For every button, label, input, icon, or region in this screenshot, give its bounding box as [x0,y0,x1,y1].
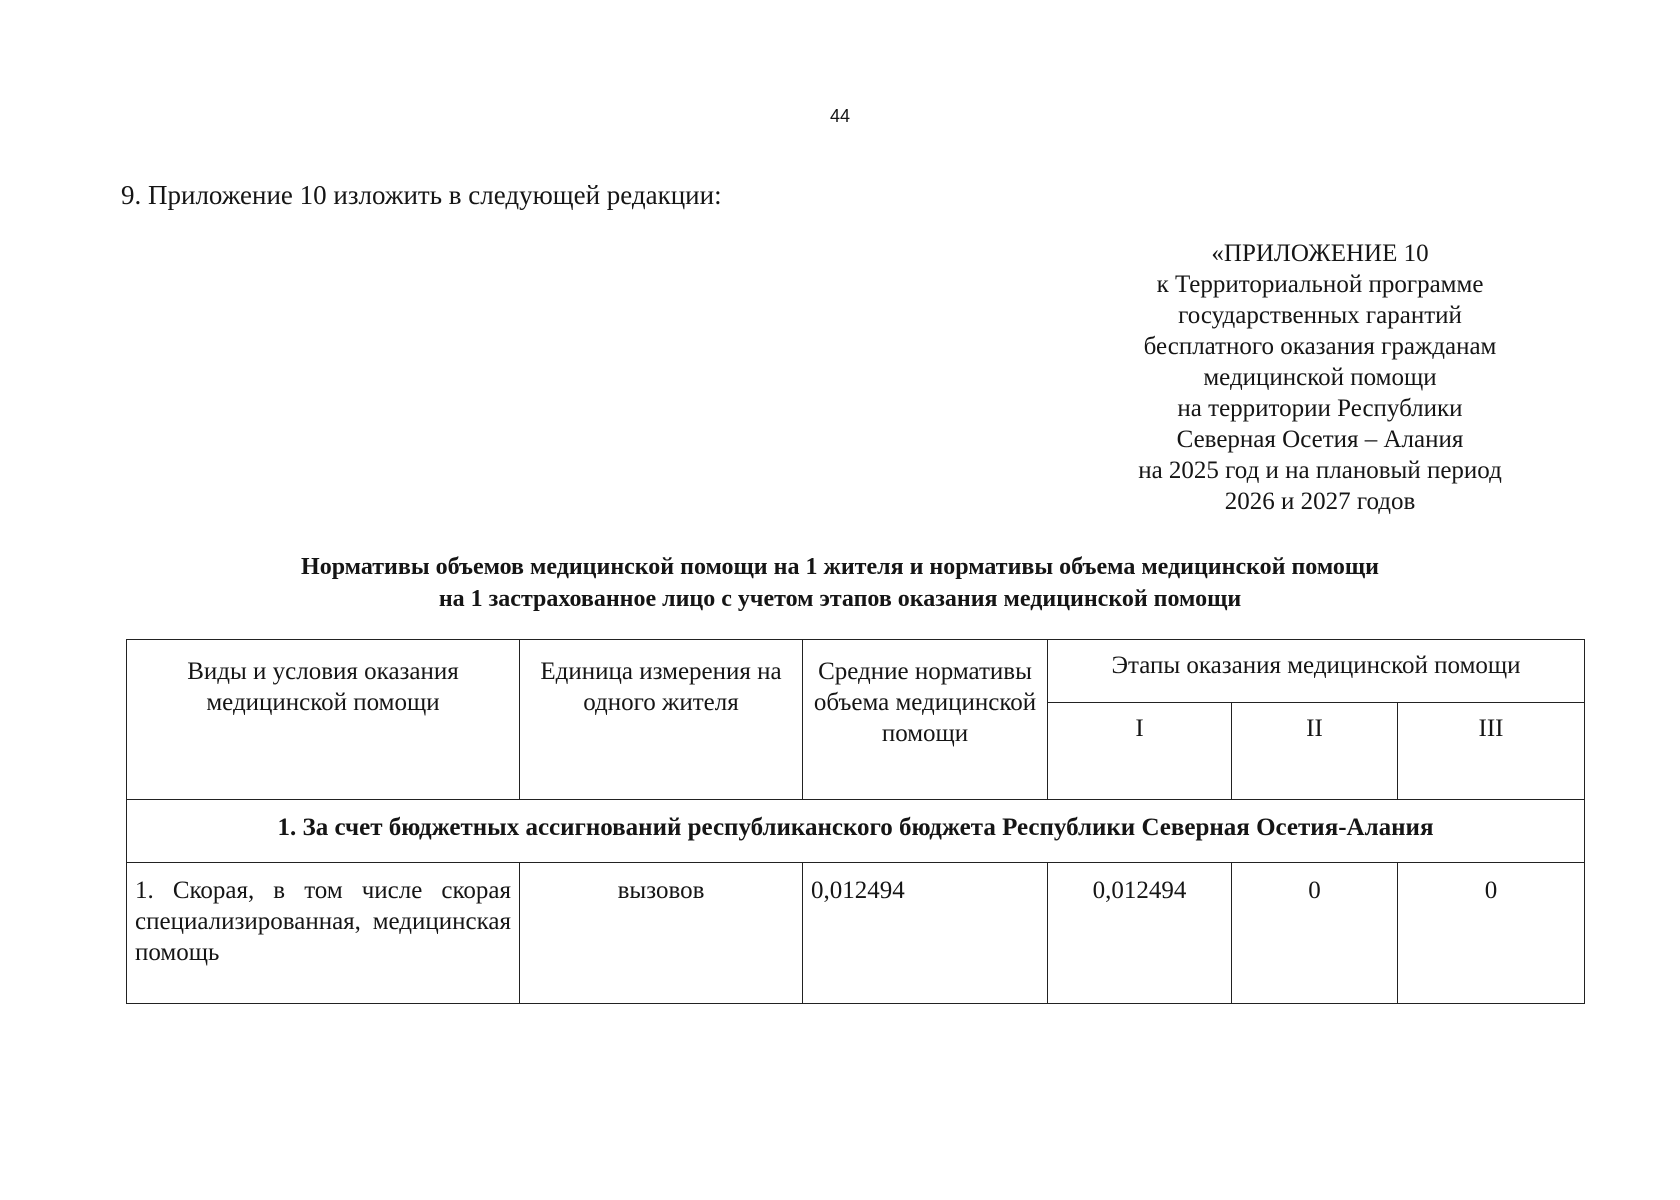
cell-stage-3: 0 [1398,863,1585,1004]
cell-stage-1: 0,012494 [1048,863,1232,1004]
header-stage-1: I [1048,703,1232,800]
header-norm: Средние нормативы объема медицинской помощи [803,640,1048,800]
appendix-line: государственных гарантий [1178,302,1462,329]
document-title [0,551,1680,615]
title-line-1: Нормативы объемов медицинской помощи на 1 жителя и нормативы объема медицинской помощи [301,554,1379,580]
header-stages: Этапы оказания медицинской помощи [1048,640,1585,703]
header-stage-2: II [1232,703,1398,800]
page-number: 44 [829,106,851,126]
appendix-line: «ПРИЛОЖЕНИЕ 10 [1211,240,1429,267]
instruction-text: 9. Приложение 10 изложить в следующей редакции: [121,180,722,210]
appendix-line: медицинской помощи [1203,364,1437,391]
appendix-line: на 2025 год и на плановый период [1138,457,1502,484]
section-heading: 1. За счет бюджетных ассигнований республиканского бюджета Республики Северная Осетия-Алания [127,800,1585,863]
cell-unit: вызовов [520,863,803,1004]
cell-stage-2: 0 [1232,863,1398,1004]
appendix-line: бесплатного оказания гражданам [1143,333,1497,360]
appendix-header [1100,238,1540,517]
appendix-line: 2026 и 2027 годов [1224,488,1416,515]
appendix-line: Северная Осетия – Алания [1176,426,1464,453]
header-kind: Виды и условия оказания медицинской помощи [127,640,520,800]
norms-table [126,639,1585,1004]
appendix-line: на территории Республики [1177,395,1463,422]
header-stage-3: III [1398,703,1585,800]
table-row [127,863,1585,1004]
cell-kind: 1. Скорая, в том числе скорая специализированная, медицинская помощь [127,863,520,1004]
appendix-line: к Территориальной программе [1156,271,1484,298]
title-line-2: на 1 застрахованное лицо с учетом этапов оказания медицинской помощи [438,586,1242,612]
cell-norm: 0,012494 [803,863,1048,1004]
header-unit: Единица измерения на одного жителя [520,640,803,800]
